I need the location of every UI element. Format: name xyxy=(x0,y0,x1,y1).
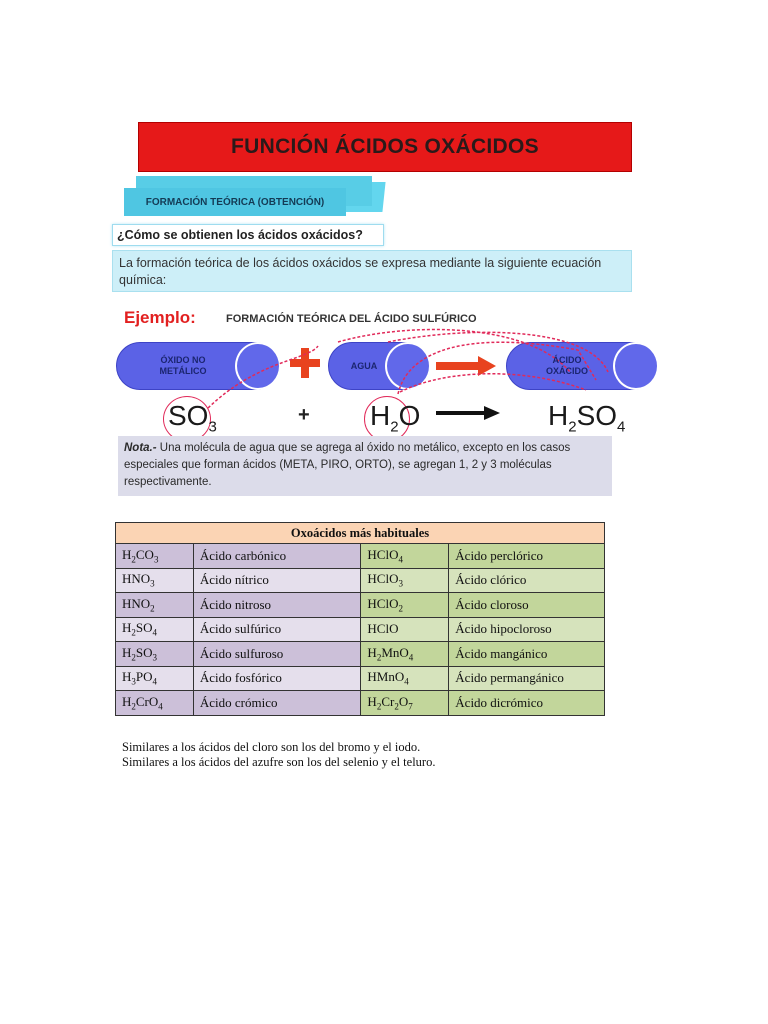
formula-cell xyxy=(116,666,194,691)
formula-cell xyxy=(361,666,449,691)
formula-cell xyxy=(116,642,194,667)
formula-cell xyxy=(116,544,194,569)
acid-name-cell: Ácido dicrómico xyxy=(449,691,605,716)
h2so4-subscript-2: 4 xyxy=(617,418,626,436)
acid-name-cell: Ácido crómico xyxy=(193,691,361,716)
infographic-title: FUNCIÓN ÁCIDOS OXÁCIDOS xyxy=(138,122,632,172)
h2o-o: O xyxy=(398,400,421,431)
formula-subscript: 4 xyxy=(158,701,163,712)
formula-part: PO xyxy=(135,669,153,685)
formula-cell xyxy=(361,617,449,642)
formula-subscript: 3 xyxy=(153,554,159,565)
formula-cell xyxy=(361,691,449,716)
footnotes xyxy=(122,740,435,770)
formula-subscript: 3 xyxy=(398,579,403,590)
acid-name-cell: Ácido carbónico xyxy=(193,544,361,569)
formula-part: HClO xyxy=(367,546,399,562)
formula-part: HClO xyxy=(367,595,399,611)
so3-formula xyxy=(168,400,217,436)
note-text: Una molécula de agua que se agrega al óxido no metálico, excepto en los casos especiales que forman ácidos (META, PIRO, ORTO), se agregan 1, 2 y 3 moléculas respectivamente. xyxy=(124,442,571,488)
formula-part: SO xyxy=(135,644,153,660)
formula-subscript: 2 xyxy=(131,554,136,565)
acid-name-cell: Ácido mangánico xyxy=(449,642,605,667)
acid-name-cell: Ácido hipocloroso xyxy=(449,617,605,642)
formula-cell xyxy=(116,568,194,593)
table-row xyxy=(116,666,605,691)
formula-subscript: 4 xyxy=(408,652,414,663)
formula-part: H xyxy=(122,669,132,685)
formula-subscript: 2 xyxy=(376,652,382,663)
h2o-h: H xyxy=(370,400,391,431)
acid-pill-label: ÁCIDO OXÁCIDO xyxy=(545,355,588,376)
formula-subscript: 2 xyxy=(131,652,136,663)
table-row xyxy=(116,568,605,593)
acid-name-cell: Ácido sulfúrico xyxy=(193,617,361,642)
formula-cell xyxy=(116,617,194,642)
formula-subscript: 2 xyxy=(131,628,136,639)
formula-part: SO xyxy=(135,620,153,636)
formula-subscript: 4 xyxy=(404,677,409,688)
formula-subscript: 2 xyxy=(131,701,136,712)
formula-subscript: 3 xyxy=(150,579,155,590)
formula-part: H xyxy=(122,644,132,660)
formula-cell xyxy=(361,568,449,593)
formula-part: HNO xyxy=(122,595,151,611)
question-box: ¿Cómo se obtienen los ácidos oxácidos? xyxy=(112,224,384,246)
formula-subscript: 2 xyxy=(394,701,399,712)
formula-part: MnO xyxy=(381,644,409,660)
description-box: La formación teórica de los ácidos oxácidos se expresa mediante la siguiente ecuación química: xyxy=(112,250,632,292)
water-pill-label: AGUA xyxy=(350,360,378,371)
formula-subscript: 4 xyxy=(152,677,158,688)
table-row xyxy=(116,691,605,716)
acid-name-cell: Ácido fosfórico xyxy=(193,666,361,691)
acid-name-cell: Ácido nítrico xyxy=(193,568,361,593)
formula-subscript: 7 xyxy=(408,701,413,712)
formula-part: H xyxy=(367,644,377,660)
table-row xyxy=(116,617,605,642)
example-label: Ejemplo: xyxy=(124,308,196,327)
note-box xyxy=(118,436,612,496)
oxoacids-table xyxy=(115,522,605,716)
table-row xyxy=(116,642,605,667)
acid-name-cell: Ácido sulfuroso xyxy=(193,642,361,667)
table-row xyxy=(116,593,605,618)
table-row xyxy=(116,544,605,569)
acid-pill xyxy=(506,342,658,390)
formula-subscript: 2 xyxy=(150,603,155,614)
formula-cell xyxy=(361,642,449,667)
formula-subscript: 2 xyxy=(376,701,382,712)
table-header: Oxoácidos más habituales xyxy=(116,523,605,544)
formula-part: H xyxy=(122,546,132,562)
acid-name-cell: Ácido perclórico xyxy=(449,544,605,569)
h2so4-o: O xyxy=(595,400,618,431)
h2o-formula xyxy=(370,400,420,436)
formula-part: HMnO xyxy=(367,669,405,685)
acid-name-cell: Ácido permangánico xyxy=(449,666,605,691)
water-pill xyxy=(328,342,430,390)
formula-part: HClO xyxy=(367,621,399,637)
table-body xyxy=(116,544,605,716)
formula-part: CO xyxy=(135,546,154,562)
acid-name-cell: Ácido clórico xyxy=(449,568,605,593)
formula-subscript: 3 xyxy=(152,652,158,663)
formula-cell xyxy=(116,593,194,618)
note-label: Nota.- xyxy=(124,442,157,454)
formula-subscript: 4 xyxy=(398,554,403,565)
h2o-subscript: 2 xyxy=(390,418,399,436)
right-arrow-icon xyxy=(436,356,496,376)
example-heading: FORMACIÓN TEÓRICA DEL ÁCIDO SULFÚRICO xyxy=(226,313,477,325)
oxide-pill-label: ÓXIDO NO METÁLICO xyxy=(159,355,207,376)
formula-part: CrO xyxy=(135,693,159,709)
plus-icon xyxy=(290,348,320,378)
equation-plus: + xyxy=(298,404,310,426)
reaction-arrow-icon xyxy=(436,404,500,422)
h2so4-formula xyxy=(548,400,625,436)
formula-part: O xyxy=(398,693,409,709)
h2so4-h: H xyxy=(548,400,569,431)
formula-part: H xyxy=(122,693,132,709)
formula-cell xyxy=(361,593,449,618)
formula-part: Cr xyxy=(381,693,395,709)
section-ribbon: FORMACIÓN TEÓRICA (OBTENCIÓN) xyxy=(124,188,346,216)
acid-name-cell: Ácido nitroso xyxy=(193,593,361,618)
footnote-line: Similares a los ácidos del azufre son los del selenio y el teluro. xyxy=(122,755,436,769)
so3-base: SO xyxy=(168,400,209,431)
oxide-pill xyxy=(116,342,280,390)
h2so4-subscript-1: 2 xyxy=(568,418,577,436)
formula-part: HNO xyxy=(122,571,151,587)
formula-subscript: 2 xyxy=(398,603,403,614)
formula-subscript: 4 xyxy=(152,628,158,639)
formula-part: HClO xyxy=(367,571,399,587)
formula-part: H xyxy=(122,620,132,636)
acid-name-cell: Ácido cloroso xyxy=(449,593,605,618)
so3-subscript: 3 xyxy=(208,418,217,436)
footnote-line: Similares a los ácidos del cloro son los del bromo y el iodo. xyxy=(122,740,421,754)
formula-cell xyxy=(116,691,194,716)
h2so4-s: S xyxy=(576,400,596,431)
formula-cell xyxy=(361,544,449,569)
formula-part: H xyxy=(367,693,377,709)
formation-infographic xyxy=(108,110,664,500)
formula-subscript: 3 xyxy=(131,677,136,688)
